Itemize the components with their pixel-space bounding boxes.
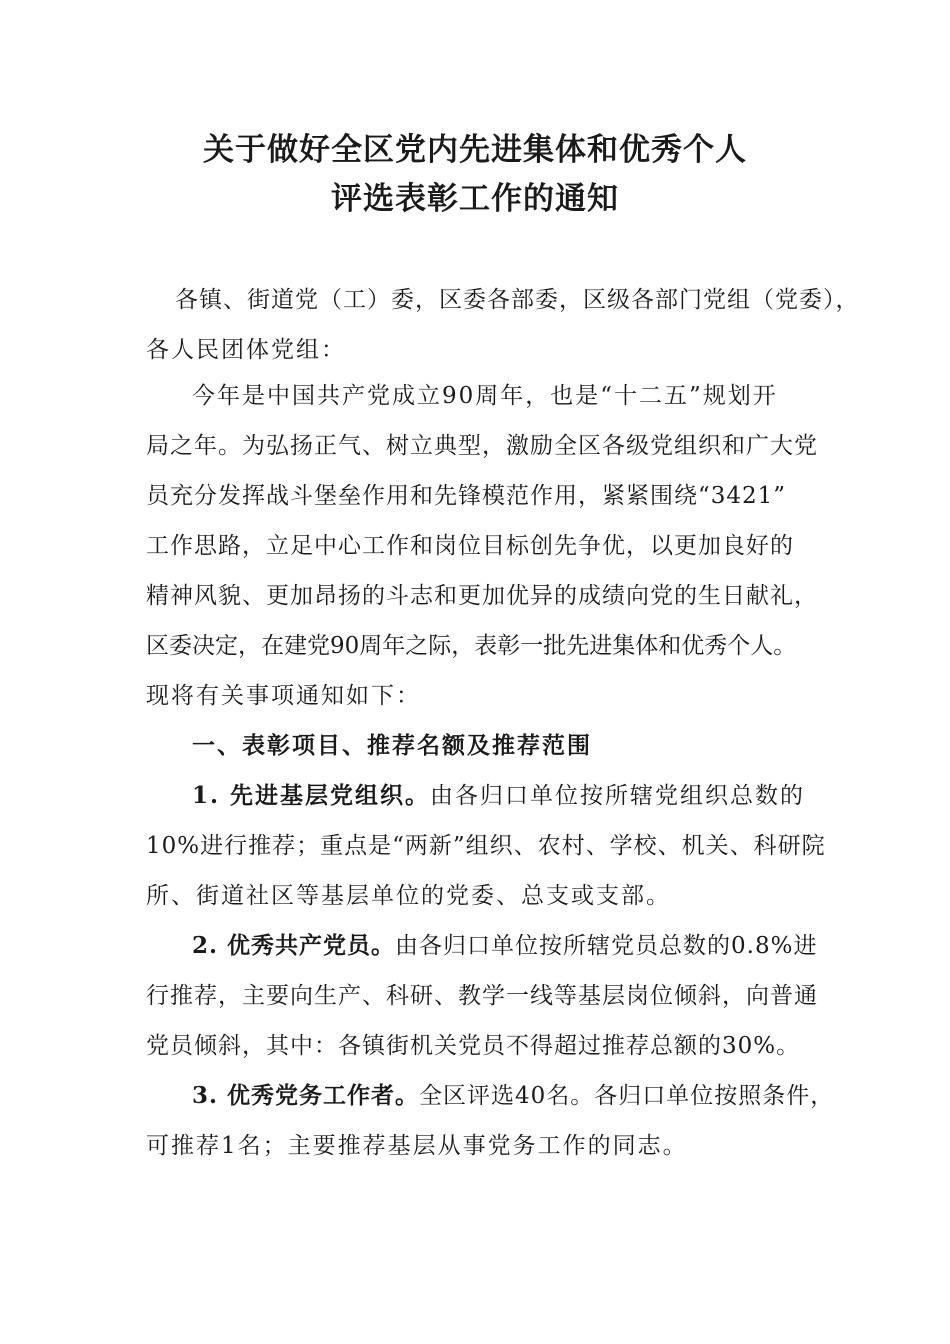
item-3-line — [192, 1078, 835, 1114]
intro-paragraph-line: 区委决定，在建党90周年之际，表彰一批先进集体和优秀个人。 — [146, 633, 797, 659]
item-3-text-line: 可推荐1名；主要推荐基层从事党务工作的同志。 — [146, 1133, 688, 1159]
item-1-text-line: 10%进行推荐；重点是“两新”组织、农村、学校、机关、科研院 — [146, 833, 826, 859]
item-2-text-line: 行推荐，主要向生产、科研、教学一线等基层岗位倾斜，向普通 — [146, 983, 818, 1009]
item-2-text: 由各归口单位按所辖党员总数的0.8%进 — [395, 933, 818, 959]
item-3-label: 3. 优秀党务工作者。 — [192, 1082, 420, 1109]
intro-paragraph-line: 精神风貌、更加昂扬的斗志和更加优异的成绩向党的生日献礼， — [146, 583, 818, 609]
intro-paragraph-line: 今年是中国共产党成立90周年，也是“十二五”规划开 — [192, 383, 778, 409]
section-1-heading: 一、表彰项目、推荐名额及推荐范围 — [192, 732, 592, 759]
item-3-text: 全区评选40名。各归口单位按照条件， — [419, 1083, 835, 1109]
item-1-line — [192, 778, 826, 814]
item-1-label: 1. 先进基层党组织。 — [192, 782, 431, 809]
intro-paragraph-line: 局之年。为弘扬正气、树立典型，激励全区各级党组织和广大党 — [146, 433, 818, 459]
item-2-text-line: 党员倾斜，其中：各镇街机关党员不得超过推荐总额的30%。 — [146, 1033, 801, 1059]
addressee-line-1: 各镇、街道党（工）委，区委各部委，区级各部门党组（党委）， — [175, 287, 860, 313]
addressee-line-2: 各人民团体党组： — [146, 337, 346, 363]
item-2-label: 2. 优秀共产党员。 — [192, 932, 396, 959]
document-title-line-1: 关于做好全区党内先进集体和优秀个人 — [203, 132, 747, 168]
intro-paragraph-line: 工作思路，立足中心工作和岗位目标创先争优，以更加良好的 — [146, 533, 794, 559]
document-title-line-2: 评选表彰工作的通知 — [331, 181, 619, 217]
item-2-line — [192, 928, 826, 964]
item-1-text: 由各归口单位按所辖党组织总数的 — [430, 783, 806, 809]
intro-paragraph-line: 员充分发挥战斗堡垒作用和先锋模范作用，紧紧围绕“3421” — [146, 483, 787, 509]
intro-paragraph-line: 现将有关事项通知如下： — [146, 683, 421, 709]
item-1-text-line: 所、街道社区等基层单位的党委、总支或支部。 — [146, 883, 671, 909]
